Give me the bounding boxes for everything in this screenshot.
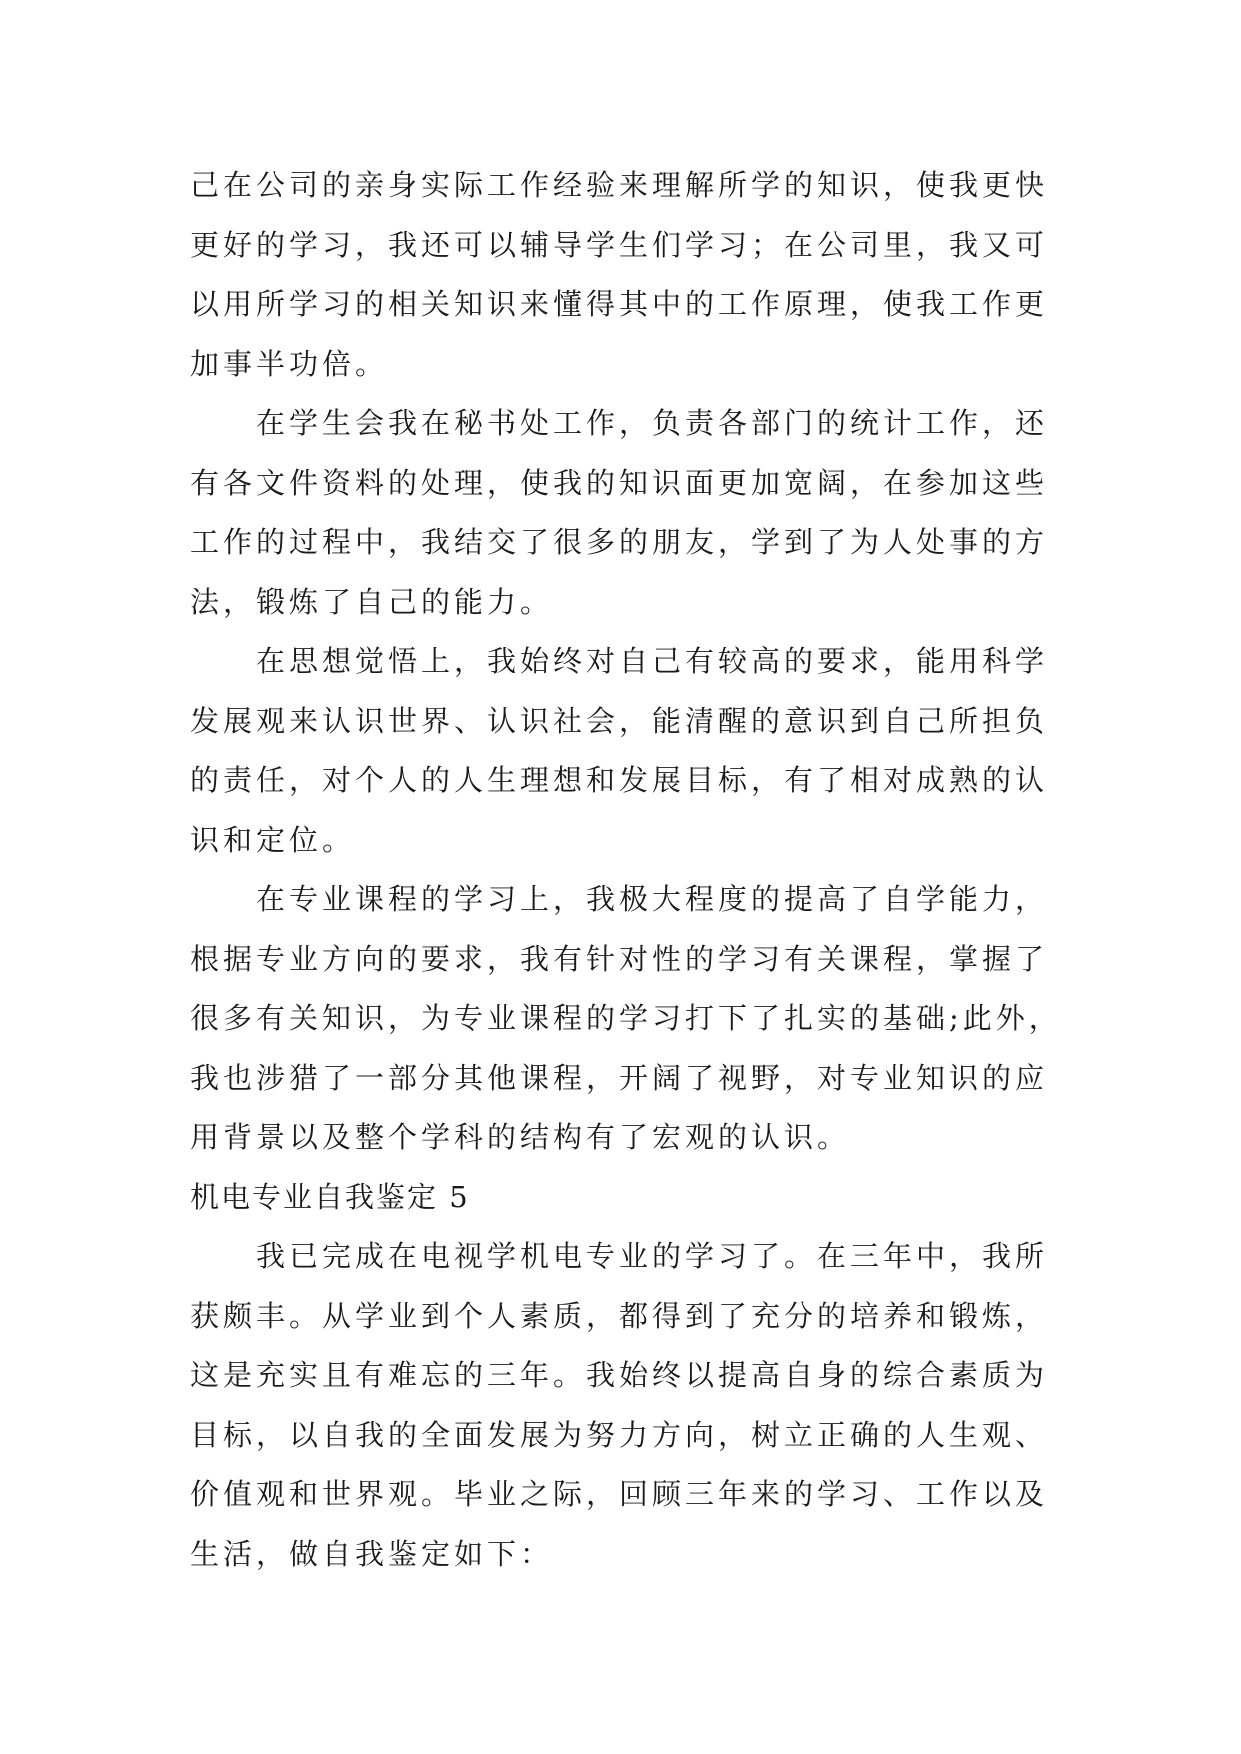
text-line: 在专业课程的学习上，我极大程度的提高了自学能力， (256, 882, 1049, 916)
paragraph-ideology (190, 632, 1060, 870)
text-line: 根据专业方向的要求，我有针对性的学习有关课程，掌握了 (190, 941, 1049, 976)
text-line: 工作的过程中，我结交了很多的朋友，学到了为人处事的方 (190, 525, 1049, 559)
text-line: 在思想觉悟上，我始终对自己有较高的要求，能用科学 (256, 644, 1049, 678)
text-line: 法，锻炼了自己的能力。 (190, 584, 554, 619)
text-line: 的责任，对个人的人生理想和发展目标，有了相对成熟的认 (190, 763, 1049, 797)
section-heading: 机电专业自我鉴定 5 (190, 1179, 470, 1214)
paragraph-self-assessment-intro (190, 1227, 1060, 1584)
text-line: 加事半功倍。 (190, 346, 389, 381)
text-line: 我已完成在电视学机电专业的学习了。在三年中，我所 (256, 1239, 1049, 1273)
text-line: 更好的学习，我还可以辅导学生们学习；在公司里，我又可 (190, 227, 1049, 262)
text-line: 很多有关知识，为专业课程的学习打下了扎实的基础;此外， (190, 1001, 1062, 1035)
text-line: 己在公司的亲身实际工作经验来理解所学的知识，使我更快 (190, 168, 1049, 202)
paragraph-professional-courses (190, 870, 1060, 1168)
text-line: 发展观来认识世界、认识社会，能清醒的意识到自己所担负 (190, 703, 1049, 738)
text-line: 以用所学习的相关知识来懂得其中的工作原理，使我工作更 (190, 287, 1049, 321)
text-line: 生活，做自我鉴定如下： (190, 1536, 554, 1571)
text-line: 目标，以自我的全面发展为努力方向，树立正确的人生观、 (190, 1417, 1049, 1452)
paragraph-work-experience (190, 156, 1060, 394)
document-body (190, 156, 1060, 1584)
text-line: 在学生会我在秘书处工作，负责各部门的统计工作，还 (256, 406, 1049, 440)
text-line: 用背景以及整个学科的结构有了宏观的认识。 (190, 1120, 851, 1154)
text-line: 我也涉猎了一部分其他课程，开阔了视野，对专业知识的应 (190, 1060, 1049, 1095)
text-line: 价值观和世界观。毕业之际，回顾三年来的学习、工作以及 (190, 1477, 1049, 1511)
text-line: 这是充实且有难忘的三年。我始终以提高自身的综合素质为 (190, 1358, 1049, 1392)
paragraph-student-union (190, 394, 1060, 632)
text-line: 有各文件资料的处理，使我的知识面更加宽阔，在参加这些 (190, 465, 1049, 500)
text-line: 识和定位。 (190, 822, 356, 857)
text-line: 获颇丰。从学业到个人素质，都得到了充分的培养和锻炼， (190, 1298, 1049, 1333)
